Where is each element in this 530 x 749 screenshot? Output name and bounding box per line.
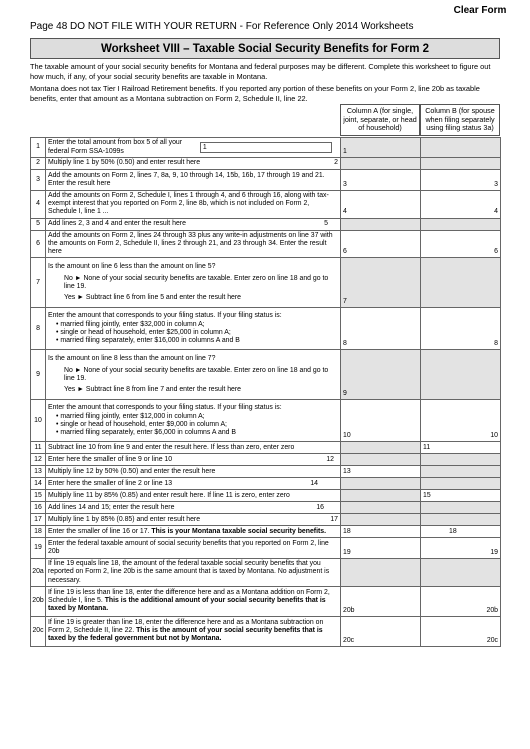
line-3-col-a-label: 3 — [343, 180, 347, 188]
line-17-mid-label: 17 — [330, 515, 338, 523]
line-20a-col-a — [341, 559, 421, 587]
line-17-col-a[interactable] — [341, 514, 421, 526]
line-17-row — [31, 514, 501, 526]
line-18-col-b-input[interactable] — [421, 526, 501, 538]
line-number: 16 — [31, 502, 46, 514]
line-1-col-a — [341, 138, 421, 158]
line-14-col-b — [421, 478, 501, 490]
line-6-col-a-input[interactable] — [341, 230, 421, 258]
line-20b-row — [31, 586, 501, 616]
line-number: 4 — [31, 191, 46, 219]
line-number: 3 — [31, 170, 46, 191]
line-12-row — [31, 454, 501, 466]
line-number: 8 — [31, 308, 46, 350]
line-2-description — [46, 158, 341, 170]
line-20c-col-a-input[interactable] — [341, 616, 421, 646]
line-8-row — [31, 308, 501, 350]
line-8-bullet-1: • married filing jointly, enter $32,000 in column A; — [56, 320, 205, 328]
line-19-col-b-label: 19 — [490, 549, 498, 557]
line-20a-col-b — [421, 559, 501, 587]
line-15-col-b-input[interactable] — [421, 490, 501, 502]
line-9-yes-option — [48, 386, 338, 394]
line-20b-col-b-input[interactable] — [421, 586, 501, 616]
line-9-row — [31, 350, 501, 400]
line-13-label: 13 — [343, 468, 351, 476]
line-11-col-b-input[interactable] — [421, 442, 501, 454]
line-20c-text: If line 19 is greater than line 18, enter the difference here and as a Montana subtraction on Form 2, Schedule II, line 22. — [48, 619, 324, 635]
line-9-col-b — [421, 350, 501, 400]
line-20c-bold-text: This is the amount of your social security benefits that is taxed by the federal government but not by Montana. — [48, 627, 323, 643]
line-17-col-b — [421, 514, 501, 526]
line-4-col-b-input[interactable] — [421, 191, 501, 219]
line-10-col-b-label: 10 — [490, 432, 498, 440]
line-9-col-a-label: 9 — [343, 390, 347, 398]
line-2-col-b — [421, 158, 501, 170]
line-7-text: Is the amount on line 6 less than the amount on line 5? — [48, 263, 216, 271]
line-3-col-b-input[interactable] — [421, 170, 501, 191]
line-8-bullet-2: • single or head of household, enter $25,000 in column A; — [56, 328, 231, 336]
line-20a-description: If line 19 equals line 18, the amount of the federal taxable social security benefits that you reported on Form 2, line 20b is the same amount that is taxed by Montana. No adjustment is necessary. — [46, 559, 341, 587]
page-header: Page 48 DO NOT FILE WITH YOUR RETURN - For Reference Only 2014 Worksheets — [30, 21, 414, 32]
intro-paragraph-2: Montana does not tax Tier I Railroad Retirement benefits. If you reported any portion of these benefits on your Form 2, line 20b as taxable benefits, enter that amount as a Montana subtraction on Form 2, Schedule II, line 22. — [30, 84, 480, 103]
line-3-col-a-input[interactable] — [341, 170, 421, 191]
line-2-mid-label: 2 — [334, 159, 338, 167]
column-a-header: Column A (for single, joint, separate, or head of household) — [340, 104, 420, 136]
line-7-description — [46, 258, 341, 308]
line-2-row — [31, 158, 501, 170]
line-1-input[interactable] — [200, 142, 332, 153]
line-19-row — [31, 538, 501, 559]
line-1-row — [31, 138, 501, 158]
line-13-col-a-input[interactable] — [341, 466, 421, 478]
line-9-text: Is the amount on line 8 less than the amount on line 7? — [48, 355, 216, 363]
line-20b-col-a-label: 20b — [343, 606, 355, 614]
line-18-text: Enter the smaller of line 16 or 17. — [48, 527, 152, 535]
line-6-description: Add the amounts on Form 2, lines 24 through 33 plus any write-in adjustments on line 37 with the amounts on Form 2, Schedule II, lines 2 through 21, and 23 through 34. Enter the result here — [46, 230, 341, 258]
line-4-col-a-label: 4 — [343, 208, 347, 216]
line-18-col-b-label: 18 — [449, 528, 457, 536]
line-13-col-b — [421, 466, 501, 478]
line-3-description: Add the amounts on Form 2, lines 7, 8a, 9, 10 through 14, 15b, 16b, 17 through 19 and 21. Enter the result here — [46, 170, 341, 191]
line-number: 20c — [31, 616, 46, 646]
line-2-col-a[interactable] — [341, 158, 421, 170]
line-7-col-a-label: 7 — [343, 298, 347, 306]
line-20a-row — [31, 559, 501, 587]
line-18-col-a-input[interactable] — [341, 526, 421, 538]
line-12-col-b — [421, 454, 501, 466]
line-20b-bold-text: This is the additional amount of your social security benefits that is taxed by Montana. — [48, 597, 326, 613]
line-18-description — [46, 526, 341, 538]
line-number: 1 — [31, 138, 46, 158]
worksheet-title: Worksheet VIII – Taxable Social Security Benefits for Form 2 — [30, 38, 500, 59]
line-13-description — [46, 466, 341, 478]
line-number: 9 — [31, 350, 46, 400]
line-13-text: Multiply line 12 by 50% (0.50) and enter the result here — [48, 467, 216, 475]
line-16-row — [31, 502, 501, 514]
line-11-row — [31, 442, 501, 454]
line-3-col-b-label: 3 — [494, 180, 498, 188]
line-14-row — [31, 478, 501, 490]
line-7-yes-text: Yes ► Subtract line 6 from line 5 and enter the result here — [64, 293, 242, 301]
line-10-bullet-3: • married filing separately, enter $6,000 in columns A and B — [56, 428, 237, 436]
line-15-col-a — [341, 490, 421, 502]
line-5-description — [46, 218, 341, 230]
line-6-col-b-label: 6 — [494, 248, 498, 256]
line-12-mid-label: 12 — [326, 455, 334, 463]
line-20c-description — [46, 616, 341, 646]
clear-form-button[interactable]: Clear Form — [453, 5, 507, 16]
line-13-row — [31, 466, 501, 478]
line-6-row — [31, 230, 501, 258]
line-number: 15 — [31, 490, 46, 502]
line-19-col-a-input[interactable] — [341, 538, 421, 559]
line-6-col-a-label: 6 — [343, 248, 347, 256]
line-4-row — [31, 191, 501, 219]
line-5-text: Add lines 2, 3 and 4 and enter the result here — [48, 220, 186, 227]
line-20b-text: If line 19 is less than line 18, enter the difference here and as a Montana addition on Form 2, Schedule I, line 5. — [48, 589, 330, 605]
line-9-description — [46, 350, 341, 400]
line-15-label: 15 — [423, 492, 431, 500]
line-19-col-a-label: 19 — [343, 549, 351, 557]
line-5-col-b — [421, 218, 501, 230]
line-9-no-option: No ► None of your social security benefits are taxable. Enter zero on line 18 and go to line 19. — [64, 366, 329, 382]
line-number: 2 — [31, 158, 46, 170]
intro-paragraph-1: The taxable amount of your social security benefits for Montana and federal purposes may be different. Complete this worksheet to figure out how much, if any, of your social security benefits are taxable in Montana. — [30, 62, 491, 81]
line-10-text: Enter the amount that corresponds to your filing status. If your filing status is: — [48, 404, 282, 412]
line-20b-description — [46, 586, 341, 616]
line-number: 20a — [31, 559, 46, 587]
line-9-yes-text: Yes ► Subtract line 8 from line 7 and enter the result here — [64, 385, 242, 393]
line-1-box-label: 1 — [202, 144, 207, 151]
line-20b-col-b-label: 20b — [486, 606, 498, 614]
line-8-text: Enter the amount that corresponds to your filing status. If your filing status is: — [48, 312, 282, 320]
line-5-mid-label: 5 — [324, 220, 328, 227]
line-10-col-a-input[interactable] — [341, 400, 421, 442]
line-20c-col-b-input[interactable] — [421, 616, 501, 646]
worksheet-table — [30, 137, 501, 647]
line-7-col-a[interactable] — [341, 258, 421, 308]
line-4-col-b-label: 4 — [494, 208, 498, 216]
line-10-bullet-1: • married filing jointly, enter $12,000 in column A; — [56, 412, 205, 420]
line-16-description — [46, 502, 341, 514]
line-number: 10 — [31, 400, 46, 442]
line-14-mid-label: 14 — [310, 479, 318, 487]
line-number: 14 — [31, 478, 46, 490]
line-8-col-a-label: 8 — [343, 340, 347, 348]
line-16-col-b — [421, 502, 501, 514]
line-number: 17 — [31, 514, 46, 526]
line-5-row — [31, 218, 501, 230]
line-10-description — [46, 400, 341, 442]
line-8-col-b-input[interactable] — [421, 308, 501, 350]
line-4-col-a-input[interactable] — [341, 191, 421, 219]
line-8-col-a-input[interactable] — [341, 308, 421, 350]
line-12-col-a[interactable] — [341, 454, 421, 466]
line-18-bold-text: This is your Montana taxable social security benefits. — [151, 527, 327, 535]
line-number: 5 — [31, 218, 46, 230]
line-16-text: Add lines 14 and 15; enter the result here — [48, 503, 175, 511]
line-7-no-option: No ► None of your social security benefits are taxable. Enter zero on line 18 and go to line 19. — [64, 274, 329, 290]
line-number: 6 — [31, 230, 46, 258]
line-10-row — [31, 400, 501, 442]
line-3-row — [31, 170, 501, 191]
line-number: 20b — [31, 586, 46, 616]
line-number: 19 — [31, 538, 46, 559]
line-15-row — [31, 490, 501, 502]
line-1-text: Enter the total amount from box 5 of all your federal Form SSA-1099s — [48, 139, 183, 155]
line-19-description: Enter the federal taxable amount of social security benefits that you reported on Form 2, line 20b — [46, 538, 341, 559]
line-10-bullet-2: • single or head of household, enter $9,000 in column A; — [56, 420, 227, 428]
line-11-text: Subtract line 10 from line 9 and enter the result here. If less than zero, enter zero — [48, 443, 295, 451]
line-1-col-b — [421, 138, 501, 158]
line-20c-row — [31, 616, 501, 646]
line-11-description — [46, 442, 341, 454]
line-15-description — [46, 490, 341, 502]
line-14-col-a[interactable] — [341, 478, 421, 490]
line-17-description — [46, 514, 341, 526]
line-17-text: Multiply line 1 by 85% (0.85) and enter result here — [48, 515, 201, 523]
line-number: 13 — [31, 466, 46, 478]
line-6-col-b-input[interactable] — [421, 230, 501, 258]
line-8-col-b-label: 8 — [494, 340, 498, 348]
line-12-description — [46, 454, 341, 466]
line-18-label: 18 — [343, 528, 351, 536]
line-9-col-a[interactable] — [341, 350, 421, 400]
line-number: 7 — [31, 258, 46, 308]
line-5-col-a[interactable] — [341, 218, 421, 230]
line-14-text: Enter here the smaller of line 2 or line 13 — [48, 479, 173, 487]
line-4-description: Add the amounts on Form 2, Schedule I, lines 1 through 4, and 6 through 16, along with tax-exempt interest that you reported on Form 2, line 8b, which is not included on Form 2, Schedule I, line 1 ... — [46, 191, 341, 219]
line-7-col-b — [421, 258, 501, 308]
line-11-col-a — [341, 442, 421, 454]
line-1-col-a-label: 1 — [343, 147, 347, 155]
line-20c-col-b-label: 20c — [486, 636, 498, 644]
line-16-mid-label: 16 — [316, 503, 324, 511]
line-number: 11 — [31, 442, 46, 454]
line-20b-col-a-input[interactable] — [341, 586, 421, 616]
line-15-text: Multiply line 11 by 85% (0.85) and enter result here. If line 11 is zero, enter zero — [48, 491, 290, 499]
line-8-bullet-3: • married filing separately, enter $16,000 in columns A and B — [56, 336, 240, 344]
line-19-col-b-input[interactable] — [421, 538, 501, 559]
line-14-description — [46, 478, 341, 490]
line-16-col-a[interactable] — [341, 502, 421, 514]
line-2-text: Multiply line 1 by 50% (0.50) and enter result here — [48, 159, 201, 167]
line-10-col-b-input[interactable] — [421, 400, 501, 442]
line-1-description — [46, 138, 341, 158]
line-8-description — [46, 308, 341, 350]
line-12-text: Enter here the smaller of line 9 or line 10 — [48, 455, 173, 463]
line-20c-col-a-label: 20c — [343, 636, 355, 644]
line-10-col-a-label: 10 — [343, 432, 351, 440]
line-18-row — [31, 526, 501, 538]
line-7-yes-option — [48, 294, 338, 302]
line-11-label: 11 — [423, 444, 431, 452]
line-number: 18 — [31, 526, 46, 538]
line-7-row — [31, 258, 501, 308]
column-b-header: Column B (for spouse when filing separately using filing status 3a) — [420, 104, 500, 136]
line-number: 12 — [31, 454, 46, 466]
